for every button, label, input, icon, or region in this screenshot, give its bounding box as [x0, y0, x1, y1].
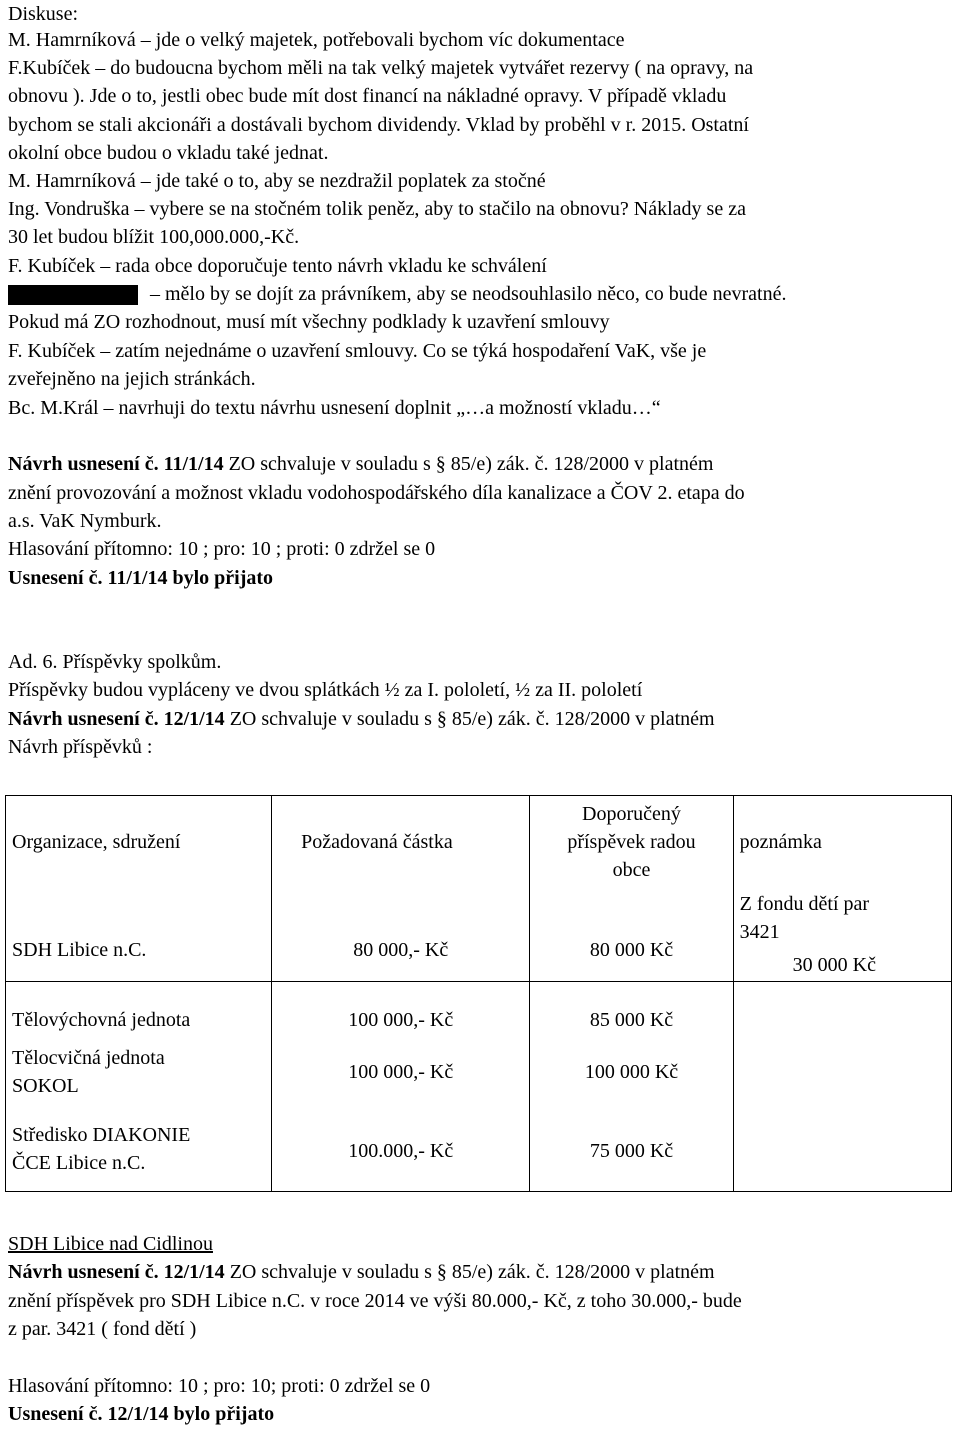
resolution-12-text: z par. 3421 ( fond dětí ) [8, 1318, 197, 1340]
table-row [6, 982, 952, 1023]
resolution-11-text: znění provozování a možnost vkladu vodohospodářského díla kanalizace a ČOV 2. etapa do [8, 482, 745, 504]
resolution-12-text: ZO schvaluje v souladu s § 85/e) zák. č. 128/2000 v platném [229, 708, 715, 730]
note-amount: 30 000 Kč [792, 954, 876, 976]
discussion-line: F.Kubíček – do budoucna bychom měli na tak velký majetek vytvářet rezervy ( na opravy, na [8, 57, 754, 79]
redacted-name-block [8, 285, 138, 305]
discussion-line: Ing. Vondruška – vybere se na stočném tolik peněz, aby to stačilo na obnovu? Náklady se za [8, 198, 746, 220]
discussion-line: M. Hamrníková – jde o velký majetek, potřebovali bychom víc dokumentace [8, 29, 625, 51]
org-name: Tělovýchovná jednota [12, 1009, 191, 1031]
resolution-12-text: ZO schvaluje v souladu s § 85/e) zák. č. 128/2000 v platném [229, 1261, 715, 1283]
recommended-value: 75 000 Kč [589, 1140, 674, 1162]
proposal-heading: Návrh příspěvků : [8, 736, 153, 758]
org-name: SOKOL [12, 1075, 79, 1097]
recommended-value: 85 000 Kč [589, 1009, 674, 1031]
requested-value: 80 000,- Kč [353, 939, 449, 961]
requested-value: 100.000,- Kč [348, 1140, 454, 1162]
org-name: Středisko DIAKONIE [12, 1124, 191, 1146]
org-name: ČCE Libice n.C. [12, 1152, 146, 1174]
resolution-12-line [8, 1258, 715, 1286]
discussion-line: okolní obce budou o vkladu také jednat. [8, 142, 329, 164]
table-row [6, 1022, 952, 1086]
recommended-value: 80 000 Kč [589, 939, 674, 961]
discussion-heading: Diskuse: [8, 3, 78, 25]
header-requested: Požadovaná částka [301, 831, 453, 853]
resolution-12-label: Návrh usnesení č. 12/1/14 [8, 1261, 225, 1283]
resolution-12-text: znění příspěvek pro SDH Libice n.C. v roce 2014 ve výši 80.000,- Kč, z toho 30.000,- bude [8, 1290, 742, 1312]
discussion-line: obnovu ). Jde o to, jestli obec bude mít dost financí na nákladné opravy. V případě vkladu [8, 85, 727, 107]
requested-value: 100 000,- Kč [348, 1061, 454, 1083]
resolution-11-label: Návrh usnesení č. 11/1/14 [8, 453, 224, 475]
discussion-line: Pokud má ZO rozhodnout, musí mít všechny podklady k uzavření smlouvy [8, 311, 610, 333]
resolution-11-vote: Hlasování přítomno: 10 ; pro: 10 ; proti: 0 zdržel se 0 [8, 538, 436, 560]
discussion-line: bychom se stali akcionáři a dostávali bychom dividendy. Vklad by proběhl v r. 2015. Ostatní [8, 114, 749, 136]
resolution-11-text: ZO schvaluje v souladu s § 85/e) zák. č. 128/2000 v platném [228, 453, 714, 475]
recommended-value: 100 000 Kč [584, 1061, 679, 1083]
header-note: poznámka [739, 831, 822, 853]
discussion-line: – mělo by se dojít za právníkem, aby se neodsouhlasilo něco, co bude nevratné. [150, 283, 787, 305]
note-text: Z fondu dětí par [739, 893, 870, 915]
discussion-line: F. Kubíček – rada obce doporučuje tento návrh vkladu ke schválení [8, 255, 547, 277]
table-row [6, 1086, 952, 1192]
resolution-12-line [8, 705, 715, 733]
discussion-line: M. Hamrníková – jde také o to, aby se nezdražil poplatek za stočné [8, 170, 546, 192]
resolution-11-line [8, 450, 713, 478]
resolution-11-result: Usnesení č. 11/1/14 bylo přijato [8, 567, 274, 589]
discussion-line: F. Kubíček – zatím nejednáme o uzavření smlouvy. Co se týká hospodaření VaK, vše je [8, 340, 707, 362]
resolution-11-text: a.s. VaK Nymburk. [8, 510, 162, 532]
note-text: 3421 [739, 921, 780, 943]
section-6-heading: Ad. 6. Příspěvky spolkům. [8, 651, 222, 673]
requested-value: 100 000,- Kč [348, 1009, 454, 1031]
resolution-12-result: Usnesení č. 12/1/14 bylo přijato [8, 1403, 275, 1425]
resolution-12-label: Návrh usnesení č. 12/1/14 [8, 708, 225, 730]
section-6-text: Příspěvky budou vypláceny ve dvou splátkách ½ za I. pololetí, ½ za II. pololetí [8, 679, 643, 701]
header-organization: Organizace, sdružení [12, 831, 181, 853]
header-recommended-line: Doporučený [582, 803, 681, 825]
discussion-line: zveřejněno na jejich stránkách. [8, 368, 256, 390]
header-recommended-line: příspěvek radou [567, 831, 696, 853]
contributions-table [5, 795, 952, 1192]
discussion-line: Bc. M.Král – navrhuji do textu návrhu usnesení doplnit „…a možností vkladu…“ [8, 397, 661, 419]
resolution-12-vote: Hlasování přítomno: 10 ; pro: 10; proti: 0 zdržel se 0 [8, 1375, 431, 1397]
org-name: SDH Libice n.C. [12, 939, 147, 961]
org-name: Tělocvičná jednota [12, 1047, 165, 1069]
org-heading: SDH Libice nad Cidlinou [8, 1233, 213, 1255]
header-recommended-line: obce [612, 859, 651, 881]
discussion-line: 30 let budou blížit 100,000.000,-Kč. [8, 226, 300, 248]
